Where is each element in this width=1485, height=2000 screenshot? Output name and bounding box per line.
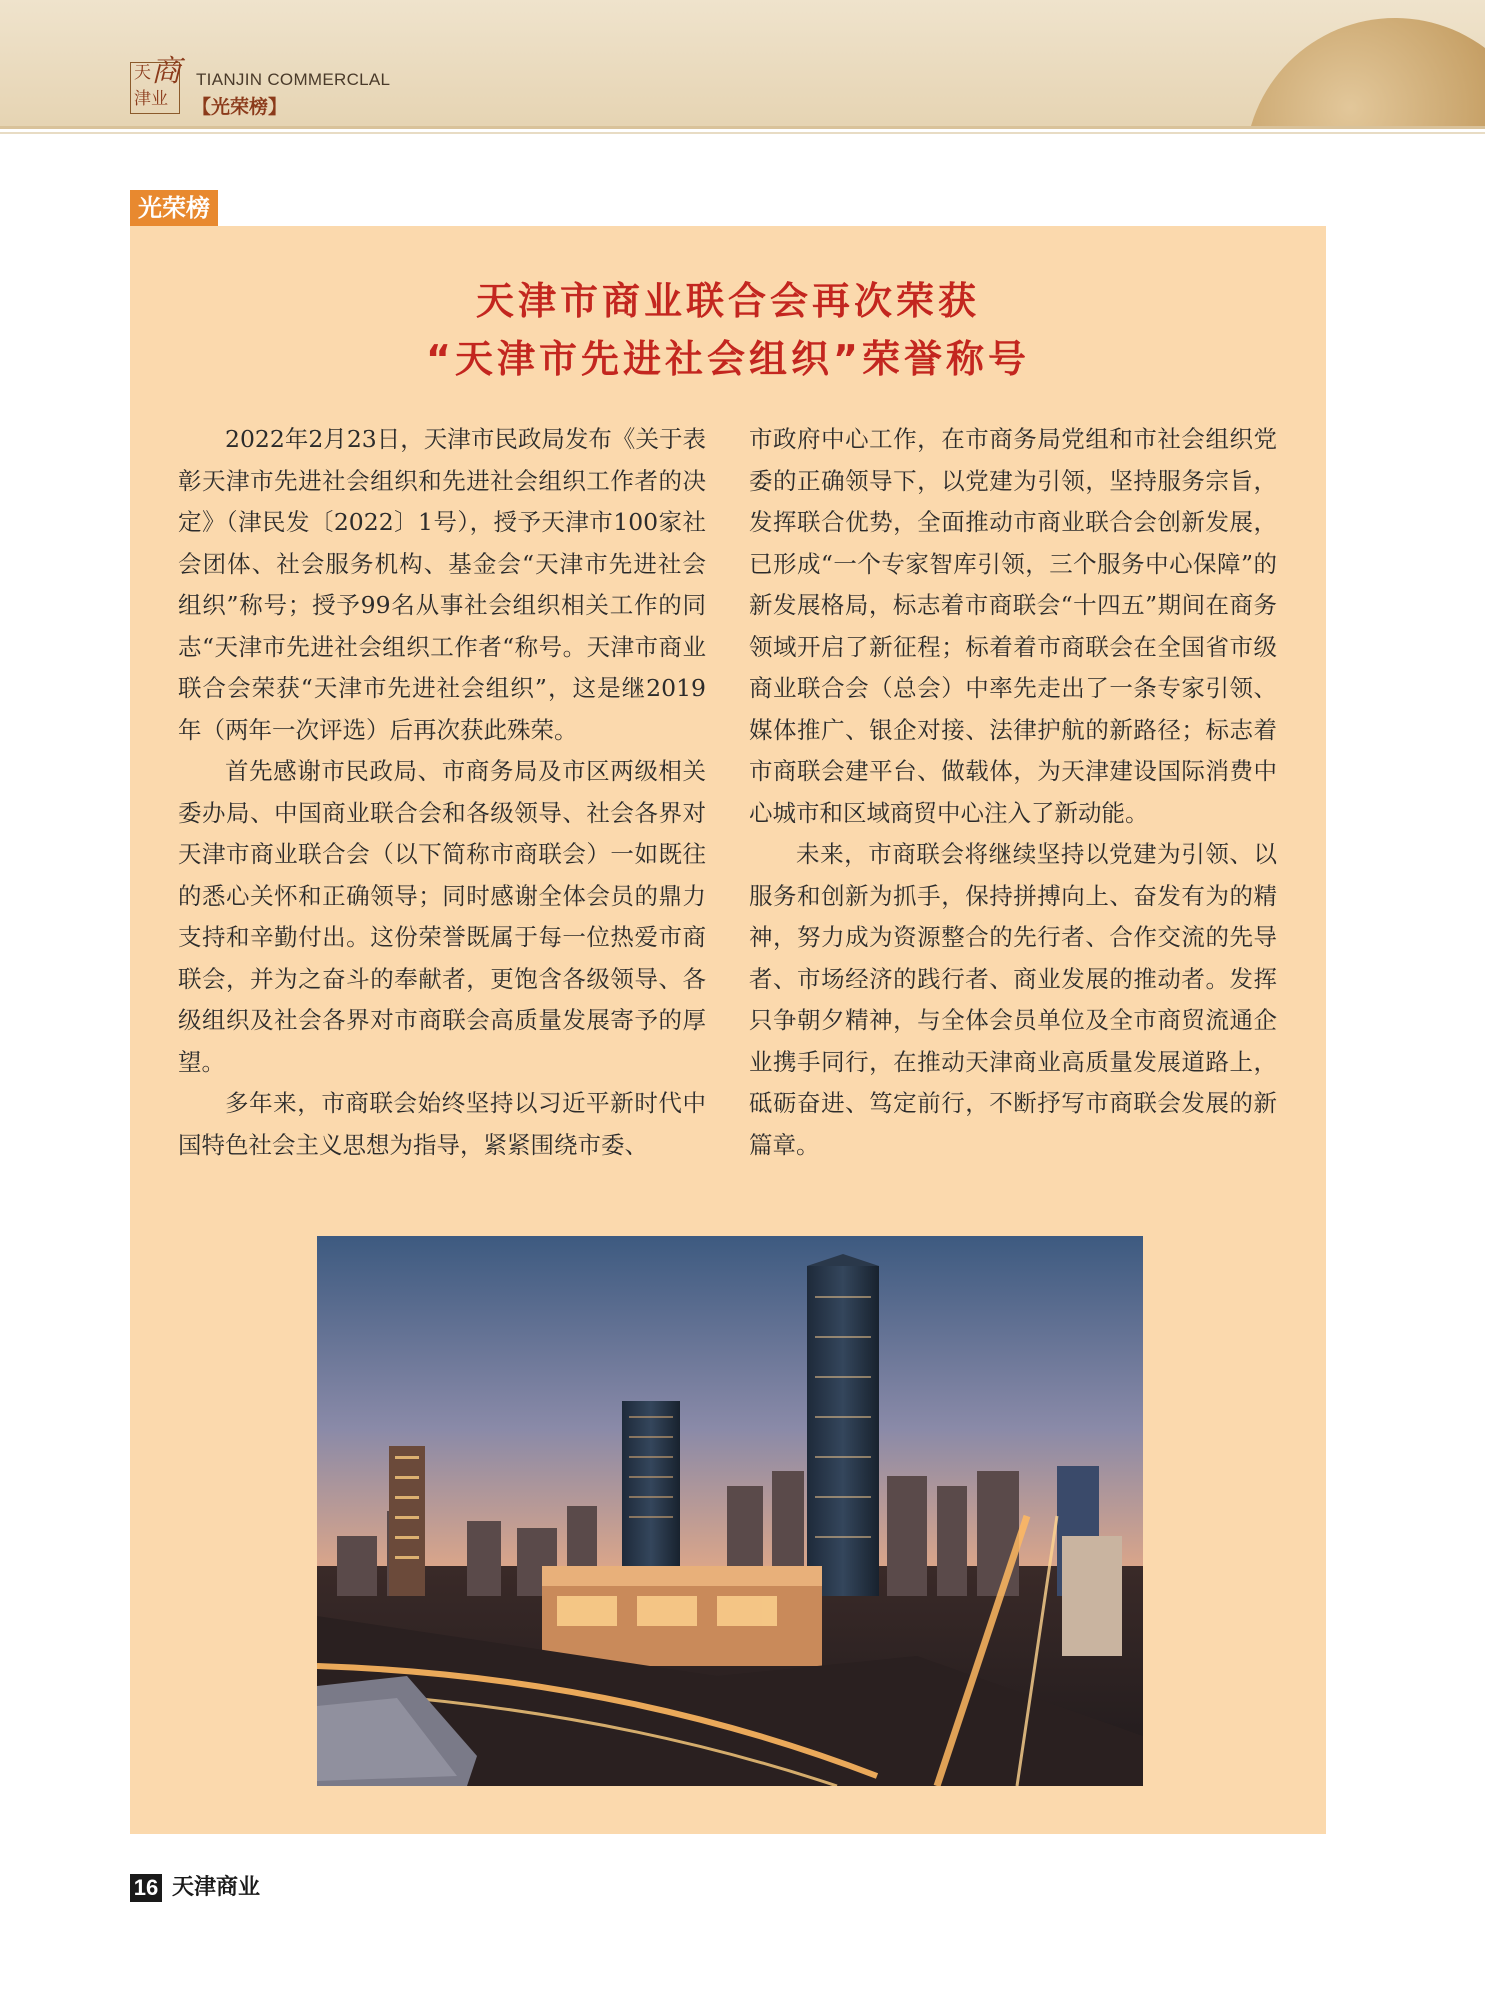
page-number: 16 — [130, 1874, 162, 1902]
article-title-line2: “天津市先进社会组织”荣誉称号 — [426, 337, 1030, 381]
city-skyline-photo — [317, 1236, 1143, 1786]
paragraph: 多年来，市商联会始终坚持以习近平新时代中国特色社会主义思想为指导，紧紧围绕市委、 — [178, 1089, 706, 1159]
magazine-logo — [130, 54, 181, 114]
logo-char: 天 — [134, 63, 151, 83]
section-tag: 光荣榜 — [130, 190, 218, 226]
paragraph: 未来，市商联会将继续坚持以党建为引领、以服务和创新为抓手，保持拼搏向上、奋发有为的精神，努力成为资源整合的先行者、合作交流的先导者、市场经济的践行者、商业发展的推动者。发挥只争朝夕精神，与全体会员单位及全市商贸流通企业携手同行，在推动天津商业高质量发展道路上，砥砺奋进、笃定前行，不断抒写市商联会发展的新篇章。 — [749, 840, 1277, 1159]
brand-english-name: TIANJIN COMMERCLAL — [196, 70, 391, 89]
article-column-left — [178, 419, 706, 1166]
magazine-name: 天津商业 — [172, 1875, 261, 1900]
paragraph: 首先感谢市民政局、市商务局及市区两级相关委办局、中国商业联合会和各级领导、社会各界对天津市商业联合会（以下简称市商联会）一如既往的悉心关怀和正确领导；同时感谢全体会员的鼎力支持和辛勤付出。这份荣誉既属于每一位热爱市商联会，并为之奋斗的奉献者，更饱含各级领导、各级组织及社会各界对市商联会高质量发展寄予的厚望。 — [178, 757, 706, 1076]
globe-decoration — [1235, 18, 1485, 126]
article-title-line1: 天津市商业联合会再次荣获 — [475, 279, 980, 323]
paragraph: 2022年2月23日，天津市民政局发布《关于表彰天津市先进社会组织和先进社会组织工作者的决定》（津民发〔2022〕1号），授予天津市100家社会团体、社会服务机构、基金会“天津市先进社会组织”称号；授予99名从事社会组织相关工作的同志“天津市先进社会组织工作者“称号。天津市商业联合会荣获“天津市先进社会组织”，这是继2019年（两年一次评选）后再次获此殊荣。 — [178, 425, 706, 744]
article-column-right — [749, 419, 1277, 1166]
paragraph: 市政府中心工作，在市商务局党组和市社会组织党委的正确领导下，以党建为引领，坚持服务宗旨，发挥联合优势，全面推动市商业联合会创新发展，已形成“一个专家智库引领，三个服务中心保障”的新发展格局，标志着市商联会“十四五”期间在商务领域开启了新征程；标着着市商联会在全国省市级商业联合会（总会）中率先走出了一条专家引领、媒体推广、银企对接、法律护航的新路径；标志着市商联会建平台、做载体，为天津建设国际消费中心城市和区域商贸中心注入了新动能。 — [749, 425, 1277, 827]
article-panel — [130, 226, 1326, 1834]
logo-char: 商 — [151, 54, 181, 89]
logo-char: 津业 — [134, 89, 168, 109]
column-name: 【光荣榜】 — [192, 96, 288, 118]
